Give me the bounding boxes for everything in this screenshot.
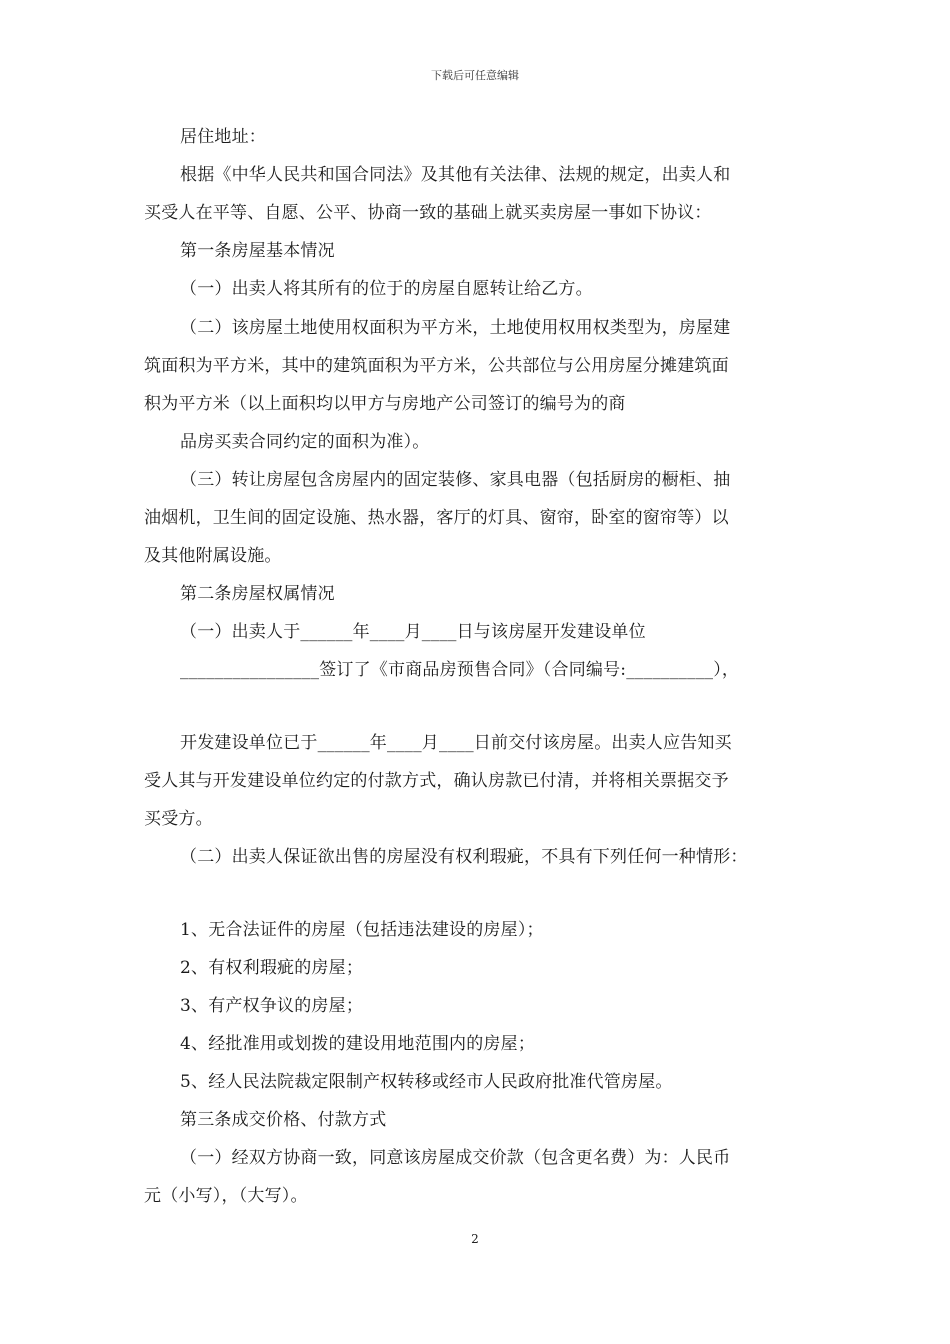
list-item: 4、经批准用或划拨的建设用地范围内的房屋；	[180, 1034, 536, 1054]
page-number: 2	[471, 1232, 479, 1246]
text-line: ________________签订了《市商品房预售合同》（合同编号:__________），	[180, 660, 740, 680]
text-line: （一）经双方协商一致，同意该房屋成交价款（包含更名费）为：人民币	[180, 1148, 731, 1168]
section-heading: 第一条房屋基本情况	[180, 241, 335, 261]
list-item: 2、有权利瑕疵的房屋；	[180, 958, 364, 978]
text-line: 品房买卖合同约定的面积为准）。	[180, 432, 430, 452]
text-line: （二）出卖人保证欲出售的房屋没有权利瑕疵，不具有下列任何一种情形：	[180, 847, 748, 867]
text-line: 筑面积为平方米，其中的建筑面积为平方米，公共部位与公用房屋分摊建筑面	[144, 356, 729, 376]
text-line: 开发建设单位已于______年____月____日前交付该房屋。出卖人应告知买	[180, 733, 732, 753]
text-line: 买受方。	[144, 809, 213, 829]
list-item: 3、有产权争议的房屋；	[180, 996, 364, 1016]
text-line: （一）出卖人于______年____月____日与该房屋开发建设单位	[180, 622, 646, 642]
text-line: 积为平方米（以上面积均以甲方与房地产公司签订的编号为的商	[144, 394, 626, 414]
text-line: 元（小写），（大写）。	[144, 1186, 308, 1206]
text-line: 及其他附属设施。	[144, 546, 282, 566]
text-line: （一）出卖人将其所有的位于的房屋自愿转让给乙方。	[180, 279, 593, 299]
text-line: 受人其与开发建设单位约定的付款方式，确认房款已付清，并将相关票据交予	[144, 771, 729, 791]
text-line: 油烟机，卫生间的固定设施、热水器，客厅的灯具、窗帘，卧室的窗帘等）以	[144, 508, 729, 528]
section-heading: 第二条房屋权属情况	[180, 584, 335, 604]
text-line: 居住地址：	[180, 127, 266, 147]
list-item: 1、无合法证件的房屋（包括违法建设的房屋）；	[180, 920, 544, 940]
text-line: （二）该房屋土地使用权面积为平方米，土地使用权用权类型为，房屋建	[180, 318, 731, 338]
text-line: 买受人在平等、自愿、公平、协商一致的基础上就买卖房屋一事如下协议：	[144, 203, 712, 223]
section-heading: 第三条成交价格、付款方式	[180, 1110, 387, 1130]
text-line: 根据《中华人民共和国合同法》及其他有关法律、法规的规定，出卖人和	[180, 165, 731, 185]
text-line: （三）转让房屋包含房屋内的固定装修、家具电器（包括厨房的橱柜、抽	[180, 470, 731, 490]
list-item: 5、经人民法院裁定限制产权转移或经市人民政府批准代管房屋。	[180, 1072, 673, 1092]
page-header: 下载后可任意编辑	[431, 69, 519, 82]
